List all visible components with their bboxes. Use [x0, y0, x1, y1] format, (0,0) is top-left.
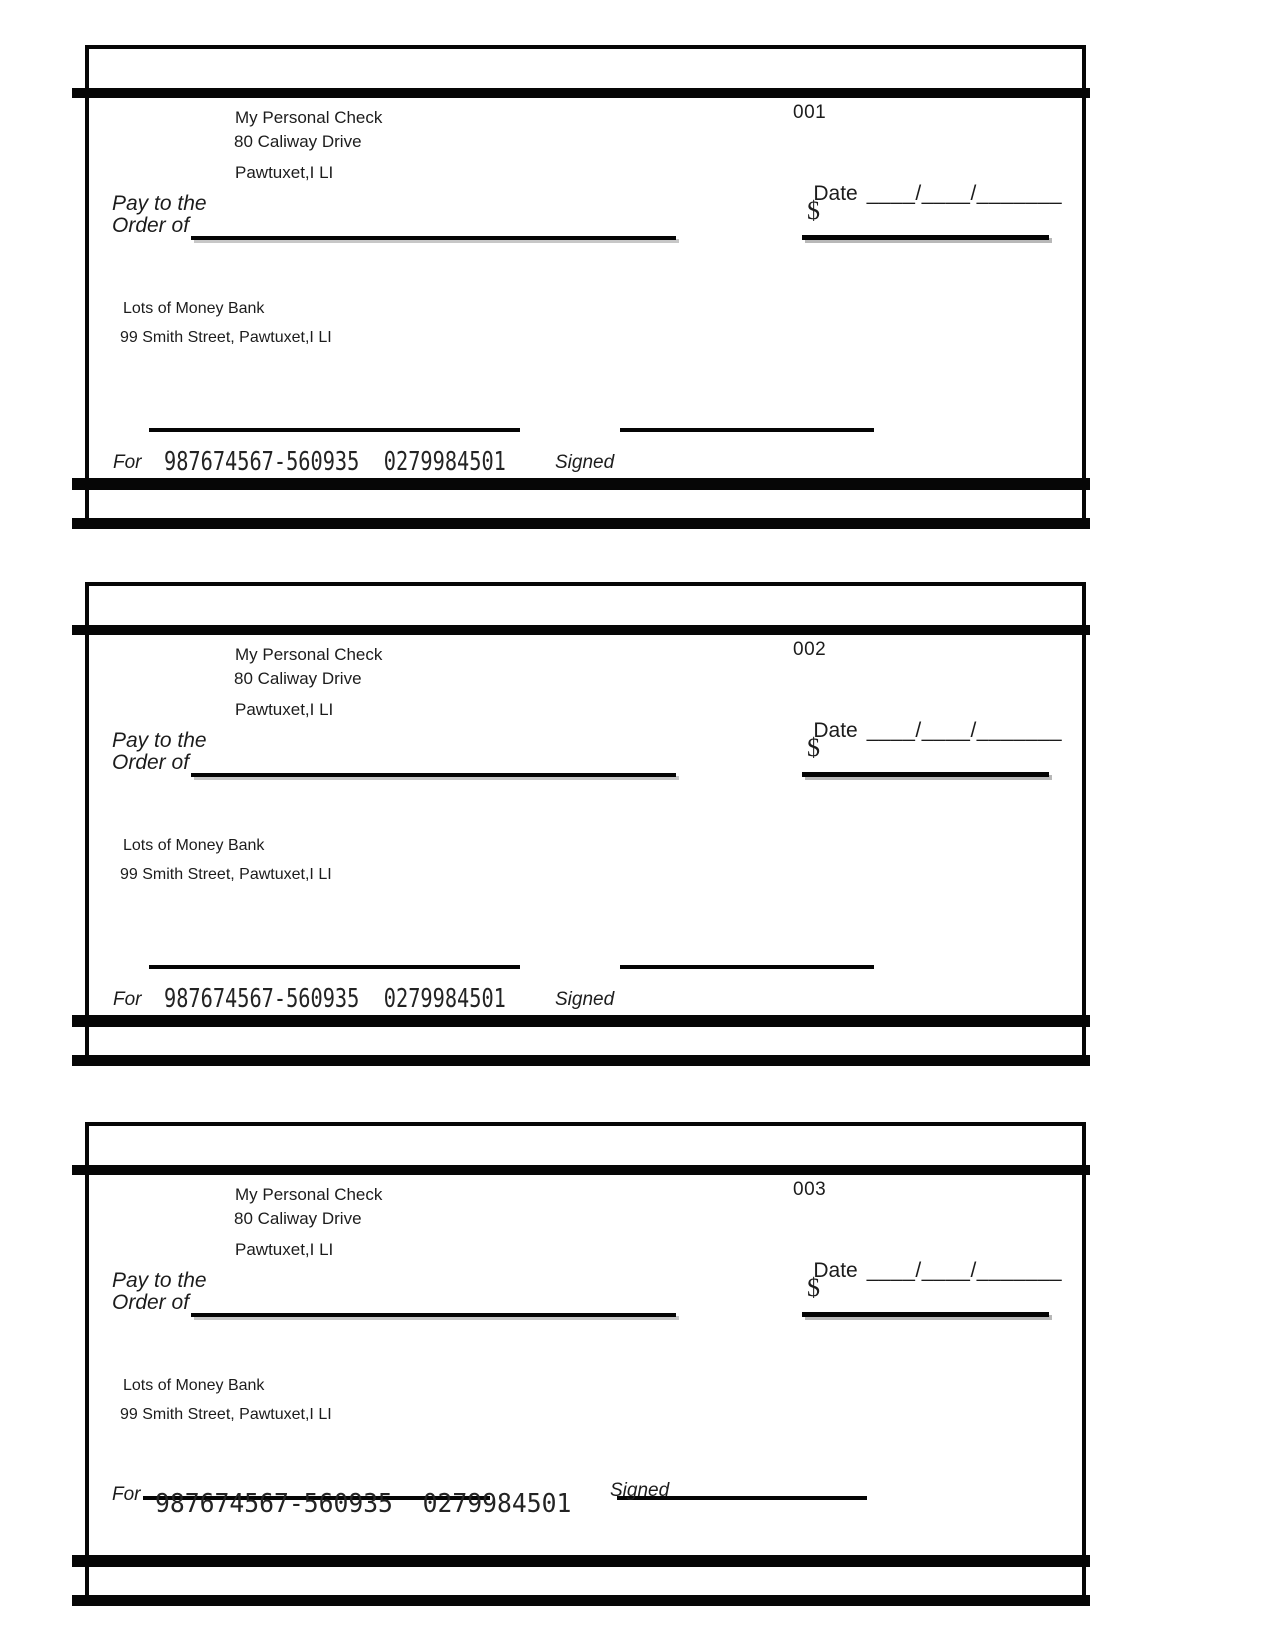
payer-address1: 80 Caliway Drive — [234, 132, 362, 151]
payer-address2: Pawtuxet,I LI — [235, 1240, 334, 1259]
dollar-sign: $ — [807, 733, 820, 762]
payee-line — [191, 1313, 676, 1317]
check-3 — [72, 1122, 1090, 1606]
bottom-divider-bar — [72, 478, 1090, 490]
tear-off-bar — [72, 1055, 1090, 1066]
payer-name: My Personal Check — [235, 645, 383, 664]
date-row — [790, 158, 1062, 230]
bank-name: Lots of Money Bank — [123, 300, 265, 317]
date-blanks: ____/____/_______ — [866, 719, 1063, 743]
tear-off-bar — [72, 518, 1090, 529]
pay-to-label-line2: Order of — [112, 214, 190, 237]
signature-line — [620, 428, 874, 432]
payee-line — [191, 236, 676, 240]
amount-line — [802, 772, 1049, 777]
tear-off-bar — [72, 1595, 1090, 1606]
top-divider-bar — [72, 625, 1090, 635]
date-row — [790, 695, 1062, 767]
pay-to-label-line1: Pay to the — [112, 192, 207, 215]
amount-line — [802, 1312, 1049, 1317]
bottom-divider-bar — [72, 1015, 1090, 1027]
date-blanks: ____/____/_______ — [866, 182, 1063, 206]
check-2 — [72, 582, 1090, 1066]
check-number: 001 — [793, 102, 827, 123]
payer-name: My Personal Check — [235, 1185, 383, 1204]
check-number: 003 — [793, 1179, 827, 1200]
top-divider-bar — [72, 1165, 1090, 1175]
pay-to-label-line2: Order of — [112, 1291, 190, 1314]
check-1 — [72, 45, 1090, 529]
micr-numbers: 987674567-560935 0279984501 — [164, 984, 506, 1014]
check-number: 002 — [793, 639, 827, 660]
micr-numbers: 987674567-560935 0279984501 — [155, 1489, 572, 1519]
date-blanks: ____/____/_______ — [866, 1259, 1063, 1283]
memo-label: For — [113, 989, 142, 1010]
signature-label: Signed — [610, 1480, 670, 1501]
bank-address: 99 Smith Street, Pawtuxet,I LI — [120, 1406, 332, 1423]
memo-label: For — [112, 1484, 141, 1505]
date-label: Date — [813, 1259, 858, 1283]
pay-to-label-line1: Pay to the — [112, 1269, 207, 1292]
date-label: Date — [813, 719, 858, 743]
payee-line — [191, 773, 676, 777]
memo-line — [149, 428, 520, 432]
bank-address: 99 Smith Street, Pawtuxet,I LI — [120, 329, 332, 346]
signature-line — [620, 965, 874, 969]
bank-name: Lots of Money Bank — [123, 1377, 265, 1394]
dollar-sign: $ — [807, 196, 820, 225]
date-label: Date — [813, 182, 858, 206]
bottom-divider-bar — [72, 1555, 1090, 1567]
memo-label: For — [113, 452, 142, 473]
bank-name: Lots of Money Bank — [123, 837, 265, 854]
signature-label: Signed — [555, 452, 615, 473]
bank-address: 99 Smith Street, Pawtuxet,I LI — [120, 866, 332, 883]
payer-address2: Pawtuxet,I LI — [235, 700, 334, 719]
date-row — [790, 1235, 1062, 1307]
pay-to-label-line2: Order of — [112, 751, 190, 774]
memo-line — [149, 965, 520, 969]
payer-address2: Pawtuxet,I LI — [235, 163, 334, 182]
payer-address1: 80 Caliway Drive — [234, 1209, 362, 1228]
pay-to-label-line1: Pay to the — [112, 729, 207, 752]
payer-address1: 80 Caliway Drive — [234, 669, 362, 688]
payer-name: My Personal Check — [235, 108, 383, 127]
micr-numbers: 987674567-560935 0279984501 — [164, 447, 506, 477]
amount-line — [802, 235, 1049, 240]
signature-label: Signed — [555, 989, 615, 1010]
dollar-sign: $ — [807, 1273, 820, 1302]
top-divider-bar — [72, 88, 1090, 98]
